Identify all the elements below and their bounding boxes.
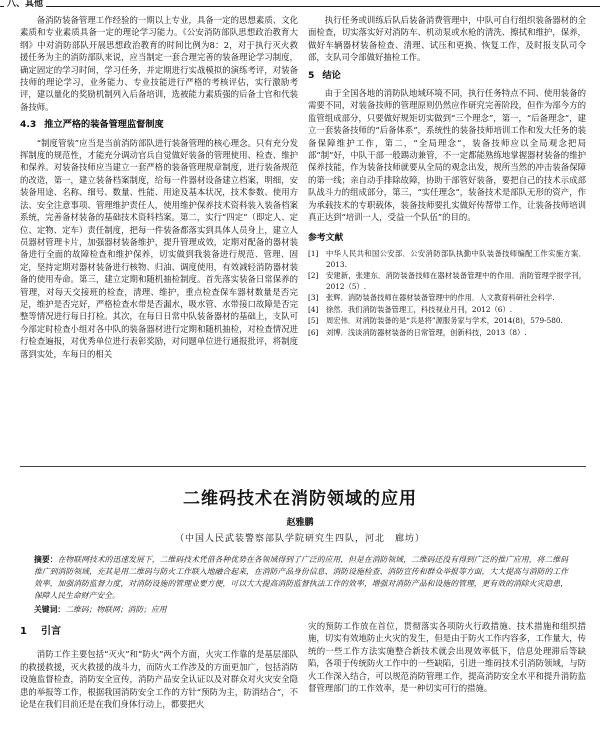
section-title: 引言: [40, 626, 61, 637]
right-column: [308, 14, 586, 340]
section-number: 4.3: [20, 119, 37, 131]
reference-item: [1] 中华人民共和国公安部．公安消防部队执勤中队装备技师编配工作实施方案．2013.: [308, 248, 586, 269]
abstract-block: [34, 554, 568, 616]
intro-paragraph-continued: 灾的预防工作放在首位，贯彻落实各项防火行政措施、技术措施和组织措施，切实有效地防止火灾的发生，但是由于防火工作内容多，工作量大，传统的一些工作方法实施整合新技术就会出现效率低下，信息处理滞后等缺陷，各项于传统防火工作中的一些缺陷，引进一维码技术引消防领域，与防火工作深入结合，可以规范消防管理工作，提高消防安全水平和提升消防监督管理部门的工作效率，是一种切实可行的措施。: [308, 621, 586, 694]
right-paragraph-1: 执行任务或训练后队后装备消费管理中，中队可自行组织装备器材的全面检查，切实落实好对消防车、机动泵或水枪的清洗、擦拭和维护，保养，做好车辆器材装备检查、清理、试压和更换、恢复工作，及时报支队司令部，支队司令部做好抽检工作。: [308, 15, 586, 63]
section-4-3-heading: [20, 119, 298, 131]
left-paragraph-2: “制度管装”应当是当前消防部队进行装备管理的核心理念。只有充分发挥制度的规范性，才能充分调动官兵自觉做好装备的管理使用、检查、维护和保养。对装备技师应当建立一套严格的装备管理规章制度，进行装备规范的改造，第一，建立装备档案制度，给每一件器材设备建立档案，明细，安装备用途、名称、细号、数量、性能、用途及基本状况，技术参数、使用方法、安全注意事项、管理维护责任人，使用维护保养技术资料装入装备档案系统，完善备材装备的基础技术资料档案。第二，实行“四定”（即定人、定位、定物、定车）责任制度，把每一件装备都落实到具体人员身上，建立人员器材管理卡片，加强器材装备维护，提升管理成效，定期对配备的器材装备进行全面的故障检查和维护保养，切实做到我装备进行规范、管理、固定，坚持定期对器材装备进行核物、归油、调度使用，有效减轻消防器材装备的使用寿命。第三，建立定期和随机抽检制度。首先落实装备日常保养的管理，对每天交接班的检查，清理、维护，重点检查保车器材数量是否完足，维护是否完好，严格检查水带是否漏水，吸水管、水带接口故障是否完整等情况进行每日打检。其次，在每日日常中队装备器材的基础上，支队可今部定时检查小组对各中队的装备器材进行定期和随机抽检，对检查情况进行检查遍报，对优秀单位进行表彰奖励，对问题单位进行通报批评，将制度落到实处，车每日的相关: [20, 137, 298, 359]
author-affiliation: （中国人民武装警察部队学院研究生四队，河北 廊坊）: [174, 534, 425, 544]
abstract: [34, 554, 568, 602]
section-number: 5: [308, 69, 315, 81]
reference-item: [6] 刘博．浅谈消防器材装备的日常管理，创新科技，2013（8）.: [308, 328, 527, 338]
section-title: 结论: [322, 69, 341, 81]
abstract-label: 摘要：: [34, 555, 58, 564]
keywords-text: 二维码；物联网；消防；应用: [65, 605, 167, 614]
reference-item: [4] 徐然．我们消防装备管理工，科技视业月刊，2012（6）.: [308, 304, 513, 314]
section-title: 推立严格的装备管理监督制度: [44, 119, 164, 131]
article-title: 二维码技术在消防领域的应用: [183, 489, 417, 509]
keywords: [34, 604, 568, 616]
intro-left-column: [20, 620, 298, 710]
intro-heading: [20, 626, 298, 638]
left-column: [20, 14, 298, 360]
intro-paragraph: 消防工作主要包括“灭火”和“防火”两个方面，火灾工作靠的是基层部队的救援救援，灭火救援的战斗力，而防火工作涉及的方面更加广，包括消防设施监督检查，消防安全宣传，消防产品安全认证以及对群众对火灾安全隐患的举报等工作，根据我国消防安全工作的方针“预防为主，防消结合”，不论是在我们目前还是在我们身体行动上，都要把火: [20, 649, 298, 710]
top-rule: [0, 0, 600, 7]
section-number: 1: [20, 626, 27, 637]
reference-item: [5] 周宏伟．对消防装备的是“兵是将”源服务家与学术，2014(8)，579-580.: [308, 316, 563, 326]
keywords-label: 关键词：: [34, 605, 66, 614]
abstract-text: 在物联网技术的迅速发展下，二维码技术凭借各种优势在各领域得到了广泛的应用，但是在消防领域，二维码还没有得到广泛的推广应用，将二维码推广到消防领域，充其是用二维码与防火工作联入地融合起来，在消防产品身份信息、消防设施检查、消防宣传和群众举报等方面，大大提高与消防的工作效率，加强消防监督力度，对消防设施的管理业要方便，可以大大提高消防监督执法工作的效率，增强对消防产品和设施的管理，更有效的消除火灾隐患，保障人民生命财产安全。: [34, 555, 568, 600]
author-name: 赵雅鹏: [286, 518, 314, 528]
section-5-heading: [308, 70, 586, 82]
references-heading: 参考文献: [308, 232, 344, 243]
references-list: [308, 249, 586, 339]
reference-item: [2] 安建新，张建东．消防装备技师在器材装备管理中的作用．消防管理学报学刊，2012（5）.: [308, 271, 586, 291]
running-header: 八、其他: [4, 0, 46, 9]
left-paragraph-1: 备消防装备管理工作经验的一期以上专业，具备一定的思想素质、文化素质和专业素质具备一定的理论学习能力。《公安消防部队思想政治教育大纲》中对消防部队开展思想政治教育的时间比例为8：2，对于执行灭火救援任务为主的消防部队来说，应当制定一套合理完善的装备理论学习制度，确定固定的学习时间，学习任务，并定期进行实战模拟的演练考评，对装备技师的理论学习，业务能力、专业技能进行严格的考核评估，实行激励考评，建以量化的奖励机制列入后备培训，选被能力素质强的后备士官和代装备技师。: [20, 15, 298, 112]
intro-right-column: [308, 620, 586, 694]
reference-item: [3] 张辉．消防装备技师在器材装备管理中的作用．人文教育科研社会科学.: [308, 293, 555, 303]
right-paragraph-2: 由于全国各地的消防队地域环境不同，执行任务特点不同、使用装备的需要不同，对装备技师的管理原则仍然应作研究完善阶段，但作为部今方的监管组成部分，只要做好规矩切实做到“三个理念”，第一，“后备理念”，建立一套装备技师的“后备体系”，系统性的装备技师培训工作和发大任务的装备保障维护工作，第二，“全局理念”，装备技师应以全局观念把局部“制”好，中队干部一般踢动兼管，不一定都能熟练地掌握器材装备的维护保养技能，作为装备技师就要从全局的观念出发，规所当然的冲击装备保障的第一线；亲自动手排除故障，协助干部管好装备，要把自己的技术示成部队战斗力的组成部分，第三，“实任理念”，装备技术是部队无形的资产，作为承载技术的专职载体，装备技师要扎实做好传帮带工作，让装备技师培训真正达到“培训一人，受益一个队伍”的目的。: [308, 88, 586, 223]
article-divider: [20, 466, 586, 467]
